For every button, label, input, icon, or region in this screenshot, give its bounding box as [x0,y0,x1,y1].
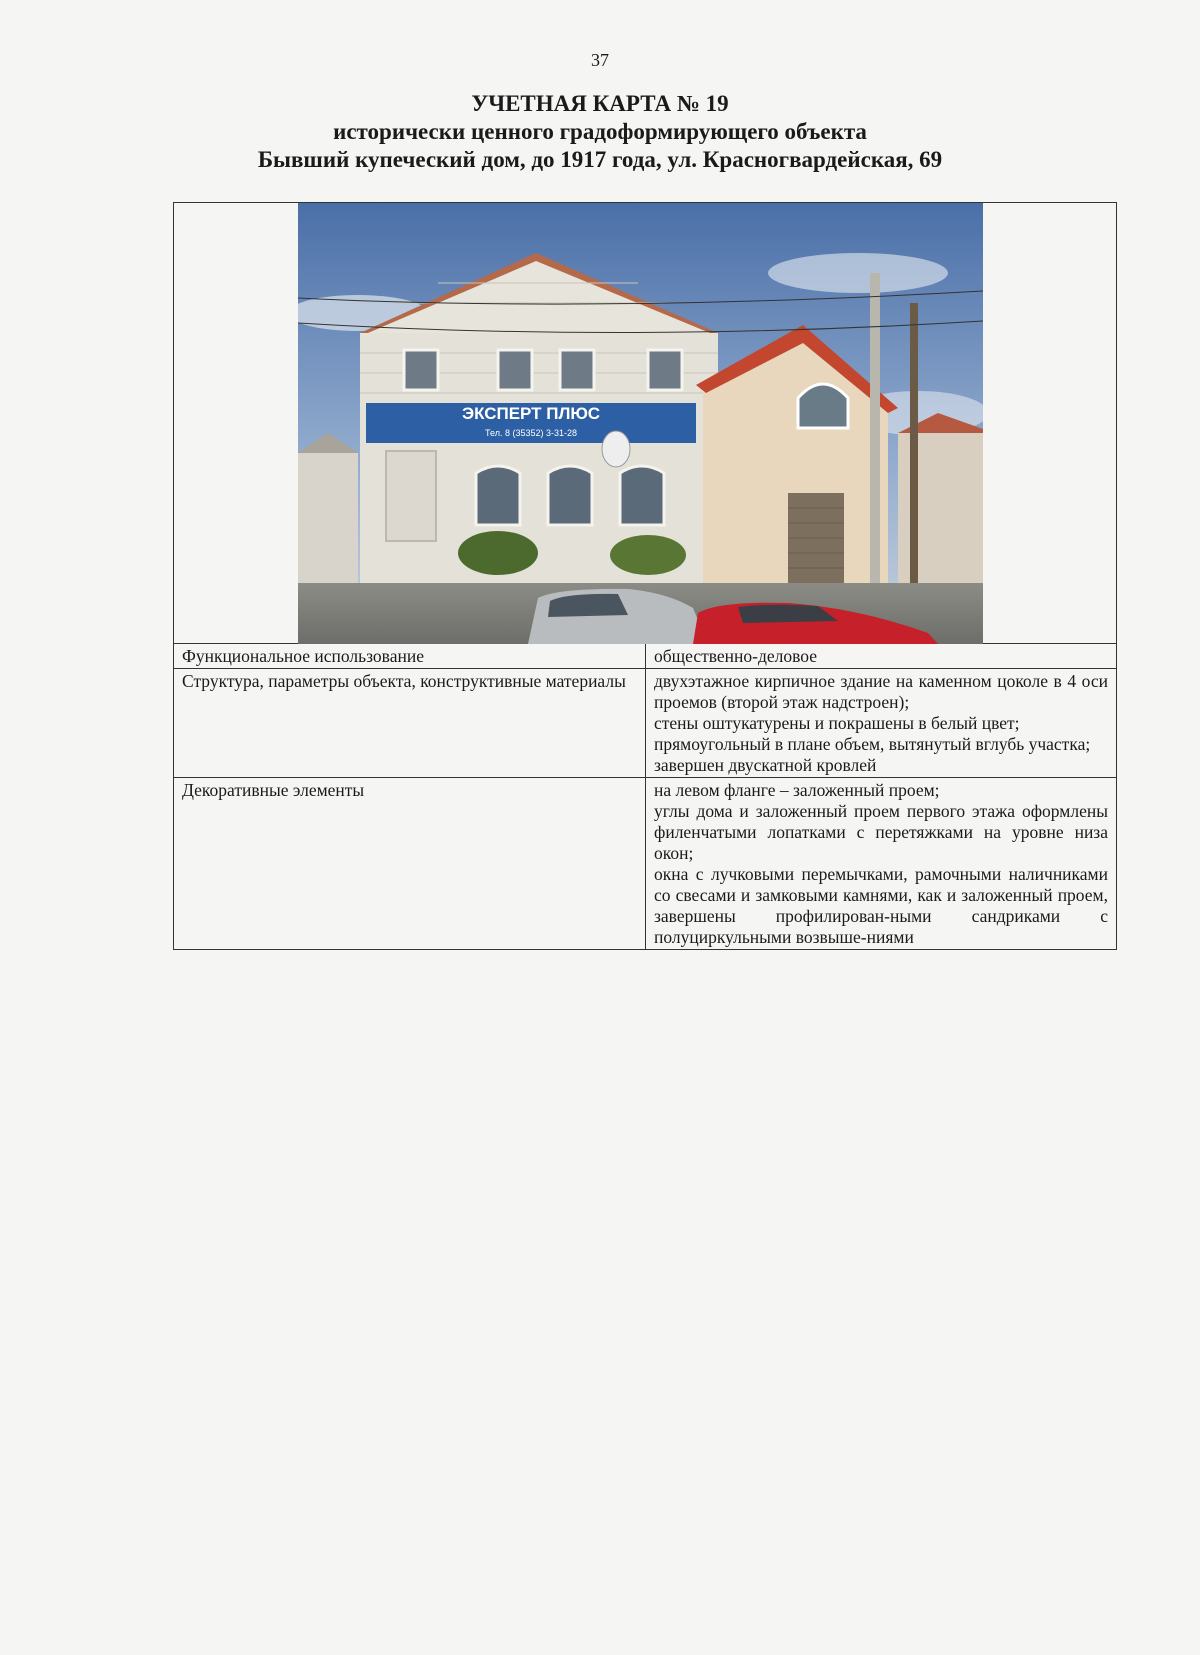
object-name: Бывший купеческий дом, до 1917 года, ул. Красногвардейская, 69 [257,147,943,172]
photo-cell [174,203,1117,644]
value-paragraph: стены оштукатурены и покрашены в белый цвет; [654,713,1020,733]
building-photo [298,203,983,644]
row-label-structure: Структура, параметры объекта, конструктивные материалы [174,669,646,778]
table-row [174,669,1117,778]
photo-row [174,203,1117,644]
value-paragraph: углы дома и заложенный проем первого этажа оформлены филенчатыми лопатками с перетяжками на уровне низа окон; [654,801,1108,863]
record-card-table [173,202,1117,950]
row-label-functional-use: Функциональное использование [174,644,646,669]
row-value-structure [646,669,1117,778]
card-subtitle: исторически ценного градоформирующего объекта [333,119,867,144]
value-paragraph: прямоугольный в плане объем, вытянутый вглубь участка; [654,734,1091,754]
value-paragraph: двухэтажное кирпичное здание на каменном цоколе в 4 оси проемов (второй этаж надстроен); [654,671,1108,712]
shop-sign-text: ЭКСПЕРТ ПЛЮС [461,404,601,423]
row-label-decorative: Декоративные элементы [174,778,646,950]
shop-sign-phone: Тел. 8 (35352) 3-31-28 [485,428,577,438]
value-paragraph: окна с лучковыми перемычками, рамочными наличниками со свесами и замковыми камнями, как и заложенный проем, завершены профилирован-ными сандриками с полуциркульными возвыше-ниями [654,864,1108,947]
table-row [174,778,1117,950]
card-title: УЧЕТНАЯ КАРТА № 19 [471,91,729,116]
table-row [174,644,1117,669]
value-paragraph: завершен двускатной кровлей [654,755,877,775]
document-header [0,90,1200,174]
utility-pole [870,273,880,603]
value-paragraph: общественно-деловое [654,646,818,666]
row-value-functional-use [646,644,1117,669]
page-number: 37 [591,50,609,70]
value-paragraph: на левом фланге – заложенный проем; [654,780,940,800]
row-value-decorative [646,778,1117,950]
